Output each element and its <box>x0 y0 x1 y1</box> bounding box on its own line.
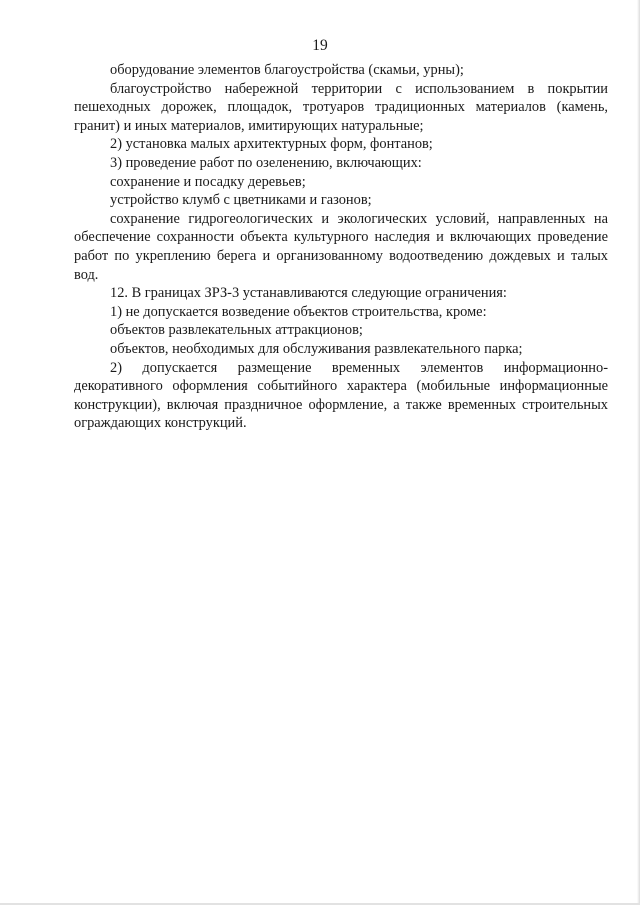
document-body <box>74 61 608 433</box>
paragraph: благоустройство набережной территории с использованием в покрытии пешеходных дорожек, площадок, тротуаров традиционных материалов (камень, гранит) и иных материалов, имитирующих натуральные; <box>74 80 608 134</box>
list-item: 1) не допускается возведение объектов строительства, кроме: <box>110 303 487 320</box>
list-item: 2) допускается размещение временных элементов информационно-декоративного оформления событийного характера (мобильные информационные конструкции), включая праздничное оформление, а также временных строительных ограждающих конструкций. <box>74 359 608 432</box>
paragraph: сохранение гидрогеологических и экологических условий, направленных на обеспечение сохранности объекта культурного наследия и включающих проведение работ по укреплению берега и организованному водоотведению дождевых и талых вод. <box>74 210 608 283</box>
paragraph: объектов развлекательных аттракционов; <box>110 322 363 339</box>
paragraph: сохранение и посадку деревьев; <box>110 173 306 190</box>
page-number: 19 <box>312 37 328 54</box>
paragraph: оборудование элементов благоустройства (скамьи, урны); <box>110 62 464 78</box>
section-heading-paragraph: 12. В границах ЗРЗ-3 устанавливаются следующие ограничения: <box>110 285 507 302</box>
list-item: 2) установка малых архитектурных форм, фонтанов; <box>110 136 433 153</box>
list-item: 3) проведение работ по озеленению, включающих: <box>110 154 422 171</box>
paragraph: устройство клумб с цветниками и газонов; <box>110 192 372 209</box>
paragraph: объектов, необходимых для обслуживания развлекательного парка; <box>110 340 523 357</box>
